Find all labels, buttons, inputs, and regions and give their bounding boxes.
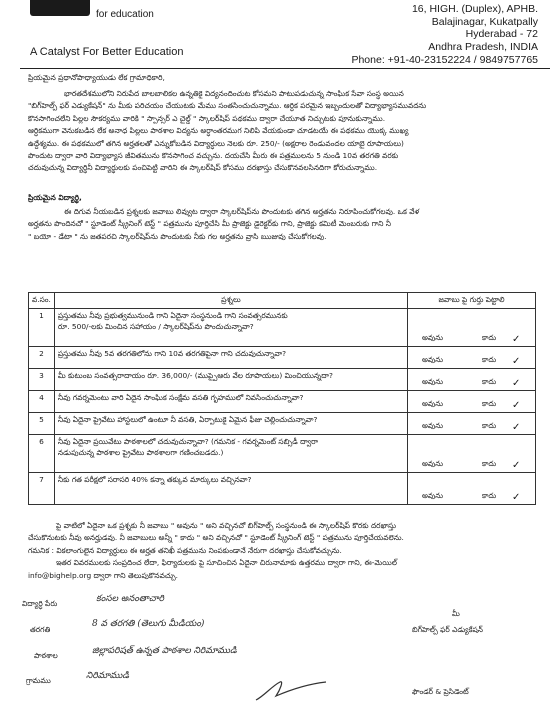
table-row: [29, 413, 536, 435]
phone-line: Phone: +91-40-23152224 / 9849757765: [351, 54, 538, 66]
class-value[interactable]: 8 వ తరగతి (తెలుగు మీడియం): [92, 619, 205, 629]
no-option[interactable]: కాదు: [482, 491, 497, 500]
closing-line: ఇతర వివరములకు సంప్రదించ లేదా, ఫిర్యాదులకు పై సూచించిన ఏదైనా చిరునామాకు ఉత్తరము ద్వారా గాని, ఈ-మెయిల్: [56, 558, 397, 568]
row-number: 7: [29, 473, 55, 505]
intro-line: ఆర్ధికముగా వెనుకబడిన లేక అనాధ పిల్లలు పాఠశాల విద్యను అర్ధాంతరముగ నిలిపి వేయకుండా చూడటయే ఈ పథకము యొక్క ముఖ్య: [28, 126, 409, 136]
question-line: నీవు ఏదైనా ప్రయివేటు పాఠశాలలో చదువుచున్నావా? (గమనిక - గవర్నమెంట్ సబ్సిడీ ద్వారా: [57, 437, 319, 446]
no-option[interactable]: కాదు: [482, 377, 497, 386]
question-text: [54, 473, 407, 505]
row-number: 1: [29, 309, 55, 347]
signature-mark: [250, 676, 330, 704]
question-text: [54, 391, 407, 413]
answer-cell: [408, 369, 536, 391]
intro-line: ఉద్దేశ్యము. ఈ పథకములో తగిన అర్హతలతో ఎన్నుకోబడిన విద్యార్ధులు నెలకు రూ. 250/- (అక్షరాల రెండువందల యాబై రూపాయలు): [28, 138, 404, 148]
logo-mark: [30, 0, 90, 16]
check-mark-icon: ✓: [512, 334, 521, 345]
table-row: [29, 347, 536, 369]
intro-line: పొందుట ద్వారా వారి విద్యాభ్యాస జీవితమును కొనసాగించ వచ్చును. దయచేసి మీరు ఈ పత్రములను 5 నుండి 10వ తరగతి వరకు: [28, 151, 399, 161]
no-option[interactable]: కాదు: [482, 333, 497, 342]
yes-option[interactable]: అవును: [422, 355, 444, 364]
name-label: విద్యార్ధి పేరు: [22, 599, 58, 608]
student-paragraph: [28, 206, 419, 243]
col-header-questions: ప్రశ్నలు: [54, 293, 407, 309]
yes-option[interactable]: అవును: [422, 399, 444, 408]
row-number: 4: [29, 391, 55, 413]
col-header-answer: జవాబు పై గుర్తు పెట్టాలి: [408, 293, 536, 309]
row-number: 6: [29, 435, 55, 473]
answer-cell: [408, 413, 536, 435]
question-line: నీకు గత పరీక్షలో సరాసరి 40% కన్నా తక్కువ మార్కులు వచ్చినవా?: [57, 475, 252, 484]
question-line: రూ. 500/-లకు మించిన సహాయం / స్కాలర్‌షిప్‌ను పొందుచున్నావా?: [57, 322, 254, 331]
no-option[interactable]: కాదు: [482, 421, 497, 430]
table-row: [29, 309, 536, 347]
answer-cell: [408, 435, 536, 473]
school-value[interactable]: జిల్లాపరిషత్ ఉన్నత పాఠశాల నిరిమాముడి: [92, 646, 237, 656]
signoff-line: మీ: [452, 609, 460, 618]
question-line: ప్రస్తుతము నీవు ప్రభుత్వమునుండి గాని ఏదైనా సంస్థనుండి గాని సంవత్సరమునకు: [57, 311, 288, 320]
signatory-title: ఫౌండర్ & ప్రెసిడెంట్: [412, 687, 469, 696]
village-label: గ్రామము: [26, 676, 51, 685]
address-line: Balajinagar, Kukatpally: [431, 15, 538, 28]
name-value[interactable]: కంసల అనంతాచారి: [96, 594, 165, 604]
answer-cell: [408, 473, 536, 505]
check-mark-icon: ✓: [512, 400, 521, 411]
question-line: నడుపుచున్న పాఠశాల ప్రైవేటు పాఠశాలగా గణించబడదు.): [57, 448, 224, 457]
tagline: A Catalyst For Better Education: [30, 46, 184, 58]
no-option[interactable]: కాదు: [482, 399, 497, 408]
question-line: నీవు ఏదైనా ప్రైవేటు హాస్టలులో ఉంటూ నీ వసతి, ఏర్పాటుకై ఏమైన ఫీజు చెల్లించుచున్నావా?: [57, 415, 318, 424]
yes-option[interactable]: అవును: [422, 421, 444, 430]
question-text: [54, 347, 407, 369]
closing-paragraph: [28, 520, 404, 582]
answer-cell: [408, 309, 536, 347]
question-text: [54, 413, 407, 435]
student-line: " బయో - డేటా " ను జతపరచి స్కాలర్‌షిప్‌ను పొందుటకు నీకు గల అర్హతను వ్రాసి ఋజువు చేసుకోగలవు.: [28, 231, 327, 241]
student-line: ఈ దిగువ నీయబడిన ప్రశ్నలకు జవాబు లివ్వుట ద్వారా స్కాలర్‌షిప్‌ను పొందుటకు తగిన అర్హతను నిరూపించుకోగలవు. ఒక వేళ: [64, 207, 420, 216]
row-number: 3: [29, 369, 55, 391]
row-number: 2: [29, 347, 55, 369]
logo-subtitle: for education: [96, 9, 154, 20]
question-line: నీవు గవర్నమెంటు వారి ఏదైన సాంఘిక సంక్షేమ వసతి గృహములో నివసించుచున్నావా?: [57, 393, 304, 402]
table-row: [29, 435, 536, 473]
check-mark-icon: ✓: [512, 460, 521, 471]
table-row: [29, 369, 536, 391]
yes-option[interactable]: అవును: [422, 333, 444, 342]
check-mark-icon: ✓: [512, 356, 521, 367]
intro-line: "బిగ్‌హెల్ప్ ఫర్ ఎడ్యుకేషన్" ను మీకు పరిచయం చేయుటకు మేము సంతసించుచున్నాము. ఆర్ధిక పరమైన ఇబ్బందులతో విద్యాభ్యాసమువదను: [28, 101, 427, 111]
eligibility-table: [28, 292, 536, 505]
student-line: అర్హతను పొందినచో " స్టూడెంట్ స్క్రీనింగ్ టెస్ట్ " పత్రమును పూర్తిచేసి మీ ప్రాజెక్టు డైరెక్టర్‌కు గాని, ప్రాజెక్టు కమిటీ మెంబరుకు గాని నీ: [28, 219, 391, 229]
student-greeting: ప్రియమైన విద్యార్థి,: [28, 193, 82, 202]
check-mark-icon: ✓: [512, 422, 521, 433]
no-option[interactable]: కాదు: [482, 459, 497, 468]
question-text: [54, 309, 407, 347]
row-number: 5: [29, 413, 55, 435]
closing-line: info@bighelp.org ద్వారా గాని తెలుపుకొనవచ్చు.: [28, 570, 179, 580]
address-line: Hyderabad - 72: [465, 28, 538, 40]
question-line: ప్రస్తుతము నీవు 5వ తరగతిలోను గాని 10వ తరగతిపైనా గాని చదువుచున్నావా?: [57, 349, 287, 358]
question-line: మీ కుటుంబ సంవత్సరాదాయం రూ. 36,000/- (ముప్పైఆరు వేల రూపాయలు) మించియున్నదా?: [57, 371, 333, 380]
no-option[interactable]: కాదు: [482, 355, 497, 364]
yes-option[interactable]: అవును: [422, 459, 444, 468]
yes-option[interactable]: అవును: [422, 377, 444, 386]
closing-line: చేసుకొనుటకు నీవు అనర్హుడవు. నీ జవాబులు అన్నీ " కాదు " అని వచ్చినచో " స్టూడెంట్ స్క్రీనింగ్ టెస్ట్ " పత్రమును పూర్తిచేయవలెను.: [28, 533, 404, 543]
address-line: Andhra Pradesh, INDIA: [428, 40, 538, 53]
class-label: తరగతి: [30, 625, 51, 634]
intro-line: భారతదేశములోని నిరుపేద బాలబాలికల ఉన్నతికై విద్యనందించుట కోసమని పాటుపడుచున్న సాంఘిక సేవా సంస్థ అయిన: [64, 89, 404, 98]
intro-paragraph: [28, 88, 426, 175]
intro-line: కొనసాగించలేని పిల్లల సౌకర్యము వారికి " స్పాన్సర్ ఎ చైల్డ్ " స్కాలర్‌షిప్ పథకము ద్వారా చేయూత నిచ్చుటకు పూనుకున్నాము.: [28, 113, 386, 123]
col-header-number: వ.సం.: [29, 293, 55, 309]
intro-line: చదువుచున్న విద్యార్థినీ విద్యార్థులకు పంచిపెట్టి వారిని ఈ స్కాలర్‌షిప్ కోసము దరఖాస్తు చేసుకొనవలసినదిగా కోరుచున్నాము.: [28, 163, 378, 173]
school-label: పాఠశాల: [34, 651, 58, 660]
answer-cell: [408, 347, 536, 369]
table-header-row: [29, 293, 536, 309]
table-row: [29, 473, 536, 505]
address-line: 16, HIGH. (Duplex), APHB.: [411, 3, 538, 15]
table-row: [29, 391, 536, 413]
greeting: ప్రియమైన ప్రధానోపాధ్యాయుడు లేక గ్రామాధికారి,: [28, 73, 165, 82]
organization-name: బిగ్‌హెల్ప్ ఫర్ ఎడ్యుకేషన్: [412, 625, 483, 634]
question-text: [54, 369, 407, 391]
village-value[interactable]: నిరిమాముడి: [86, 671, 130, 681]
question-text: [54, 435, 407, 473]
yes-option[interactable]: అవును: [422, 491, 444, 500]
answer-cell: [408, 391, 536, 413]
closing-line: పై వాటిలో ఏదైనా ఒక ప్రశ్నకు నీ జవాబు " అవును " అని వచ్చినచో బిగ్‌హెల్ప్ సంస్థనుండి ఈ స్కాలర్‌షిప్ కొరకు దరఖాస్తు: [56, 521, 397, 530]
check-mark-icon: ✓: [512, 492, 521, 503]
header-divider: [20, 68, 550, 69]
address-block: [351, 3, 538, 67]
closing-line: గమనిక : వికలాంగులైన విద్యార్ధులు ఈ అర్హత తనిఖీ పత్రమును నింపకుండానే నేరుగా దరఖాస్తు చేసుకోవచ్చును.: [28, 545, 342, 555]
check-mark-icon: ✓: [512, 378, 521, 389]
